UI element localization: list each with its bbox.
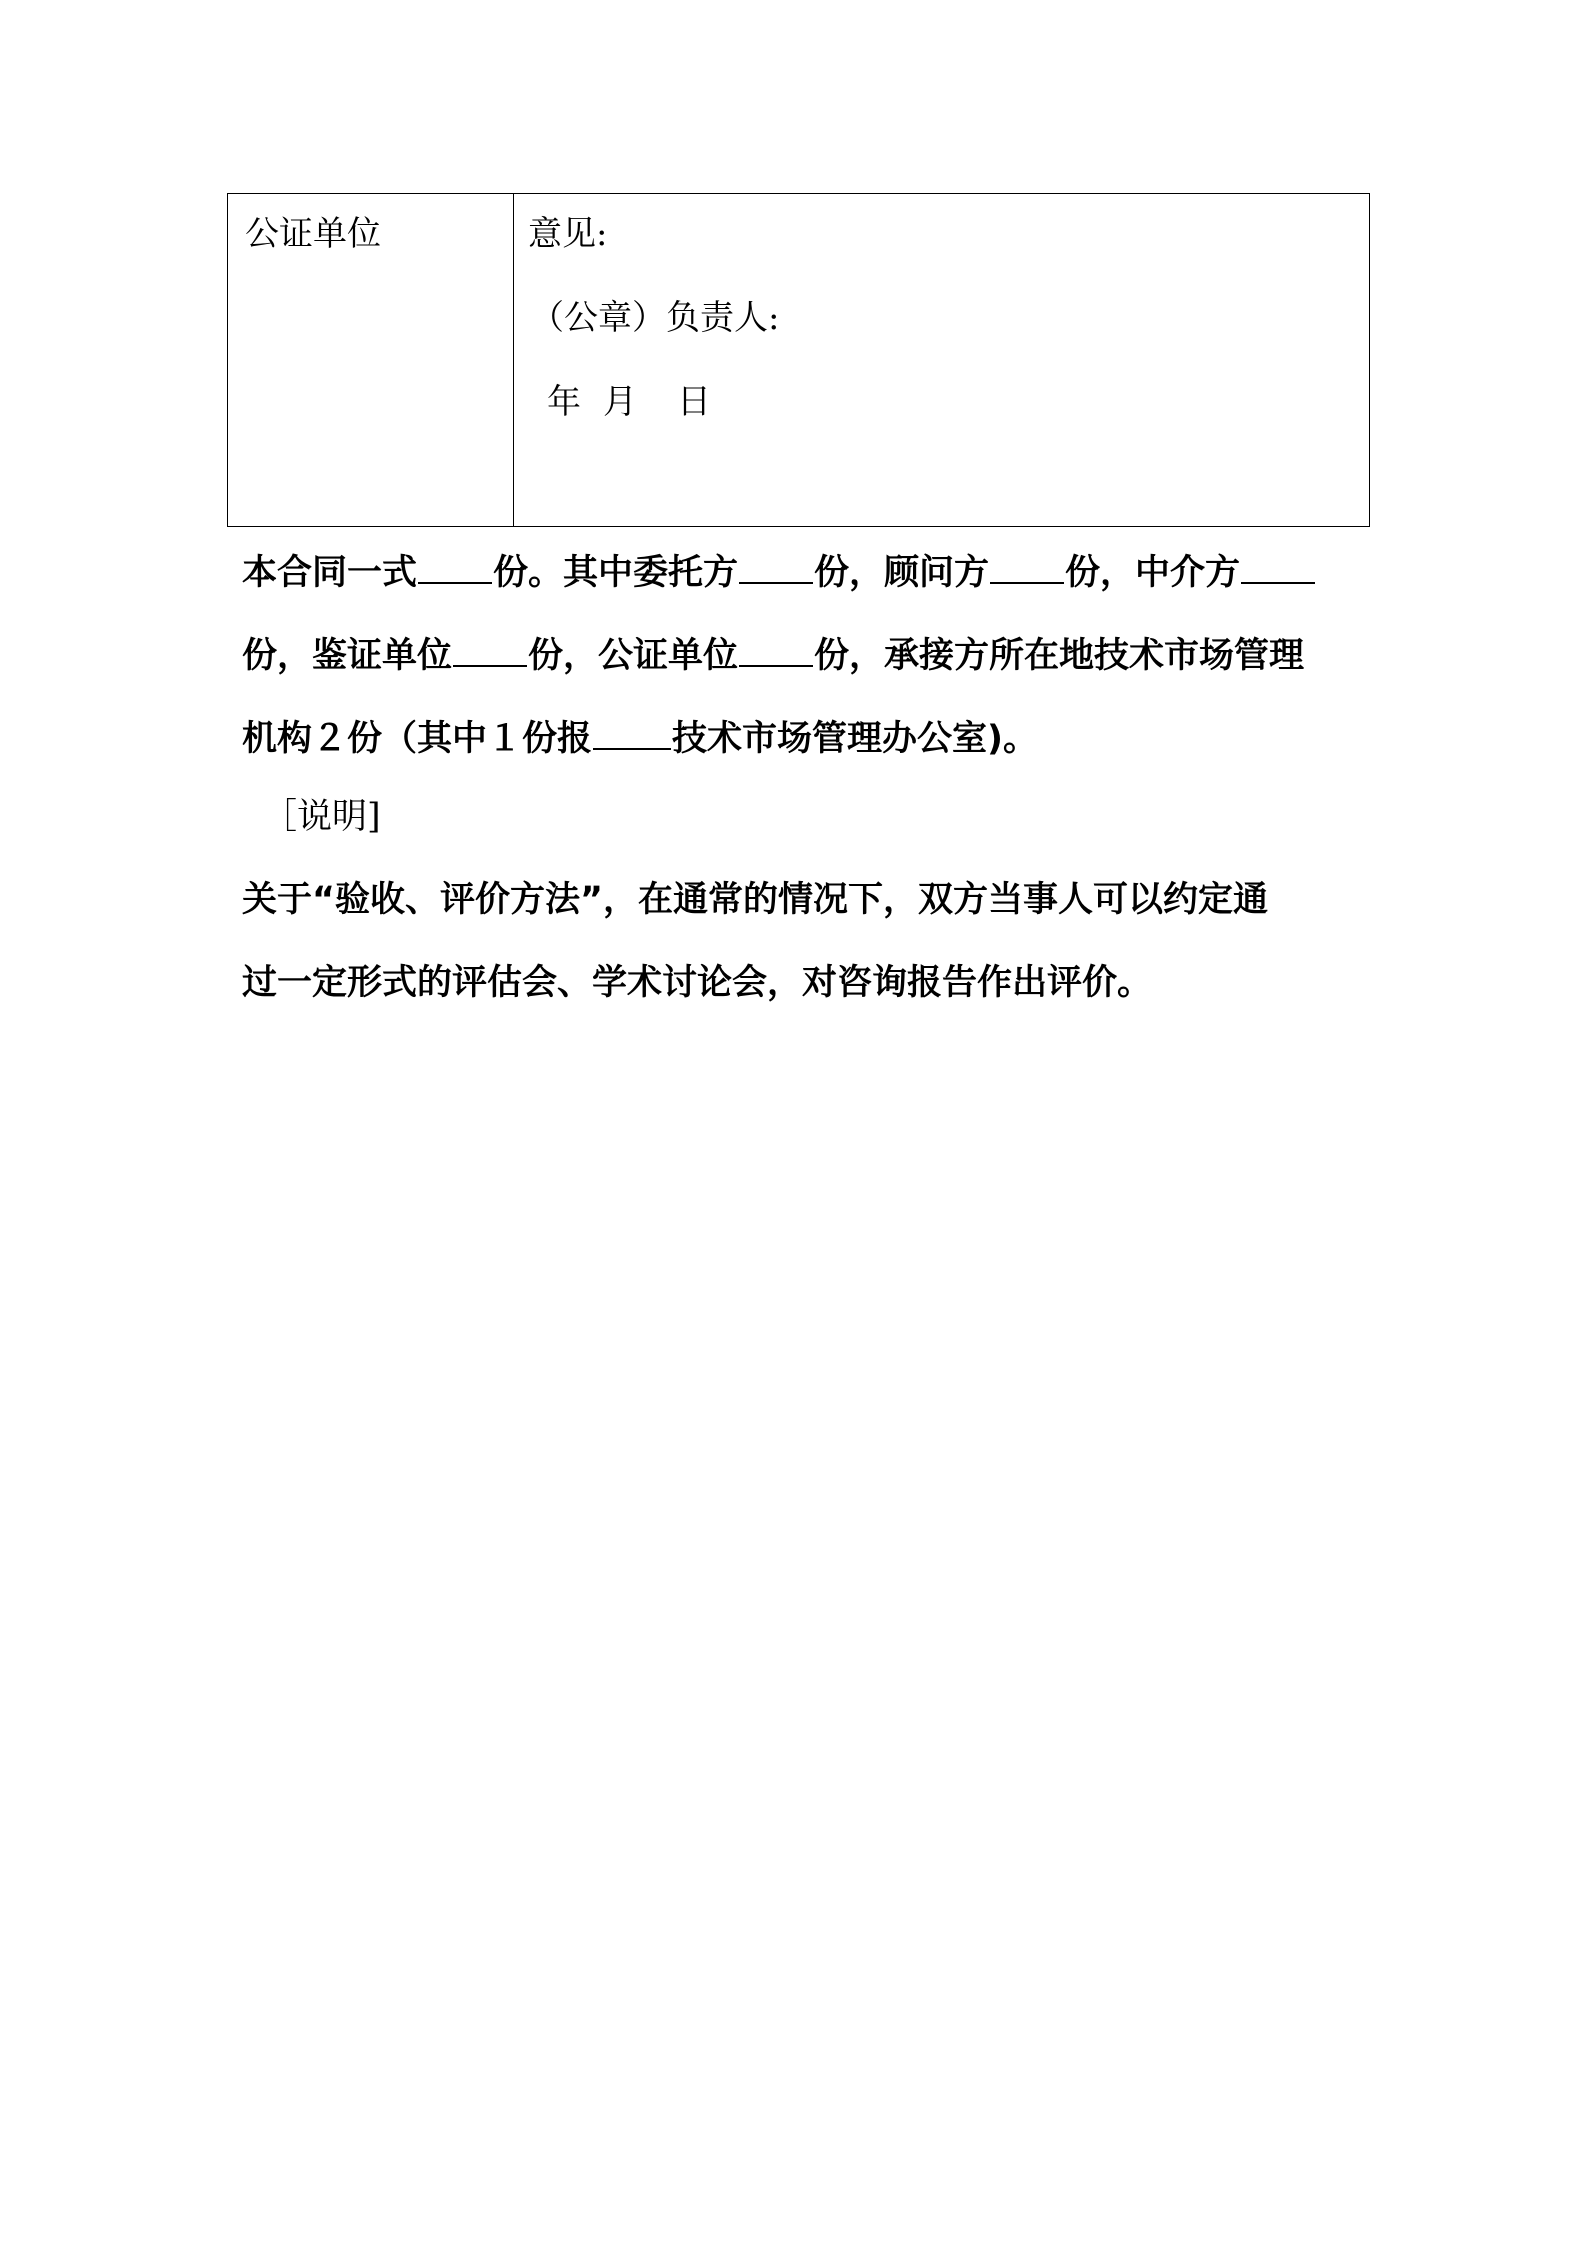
notary-table (227, 193, 1370, 527)
opinion-cell (514, 194, 1370, 527)
date-day: 日 (677, 382, 711, 422)
note-text-line-1: 关于“验收、评价方法”，在通常的情况下，双方当事人可以约定通 (242, 880, 1269, 920)
note-heading: ［说明] (262, 797, 381, 837)
fill-blank (990, 550, 1064, 584)
note-text-line-2: 过一定形式的评估会、学术讨论会，对咨询报告作出评价。 (242, 963, 1153, 1003)
notary-unit-label: 公证单位 (245, 214, 381, 254)
opinion-label: 意见: (528, 214, 608, 254)
fill-blank (739, 633, 813, 667)
text-run: 机构２份（其中１份报 (242, 719, 593, 759)
text-run: 份，承接方所在地技术市场管理 (814, 636, 1305, 676)
fill-blank (1241, 550, 1315, 584)
text-run: 技术市场管理办公室)。 (672, 719, 1039, 759)
text-run: 份，鉴证单位 (242, 636, 453, 676)
seal-signer-label: （公章）负责人: (530, 298, 780, 338)
fill-blank (739, 550, 813, 584)
copies-paragraph-line-1 (242, 550, 1372, 591)
text-run: 份，顾问方 (814, 553, 990, 593)
date-year: 年 (547, 382, 581, 422)
copies-paragraph-line-2 (242, 633, 1372, 674)
date-line (547, 374, 711, 423)
fill-blank (418, 550, 492, 584)
text-run: 份。其中委托方 (493, 553, 739, 593)
text-run: 本合同一式 (242, 553, 418, 593)
date-month: 月 (603, 382, 637, 422)
notary-label-cell (228, 194, 514, 527)
table-row (228, 194, 1370, 527)
copies-paragraph-line-3 (242, 716, 1372, 757)
text-run: 份，中介方 (1065, 553, 1241, 593)
fill-blank (453, 633, 527, 667)
fill-blank (593, 716, 671, 750)
text-run: 份，公证单位 (528, 636, 739, 676)
